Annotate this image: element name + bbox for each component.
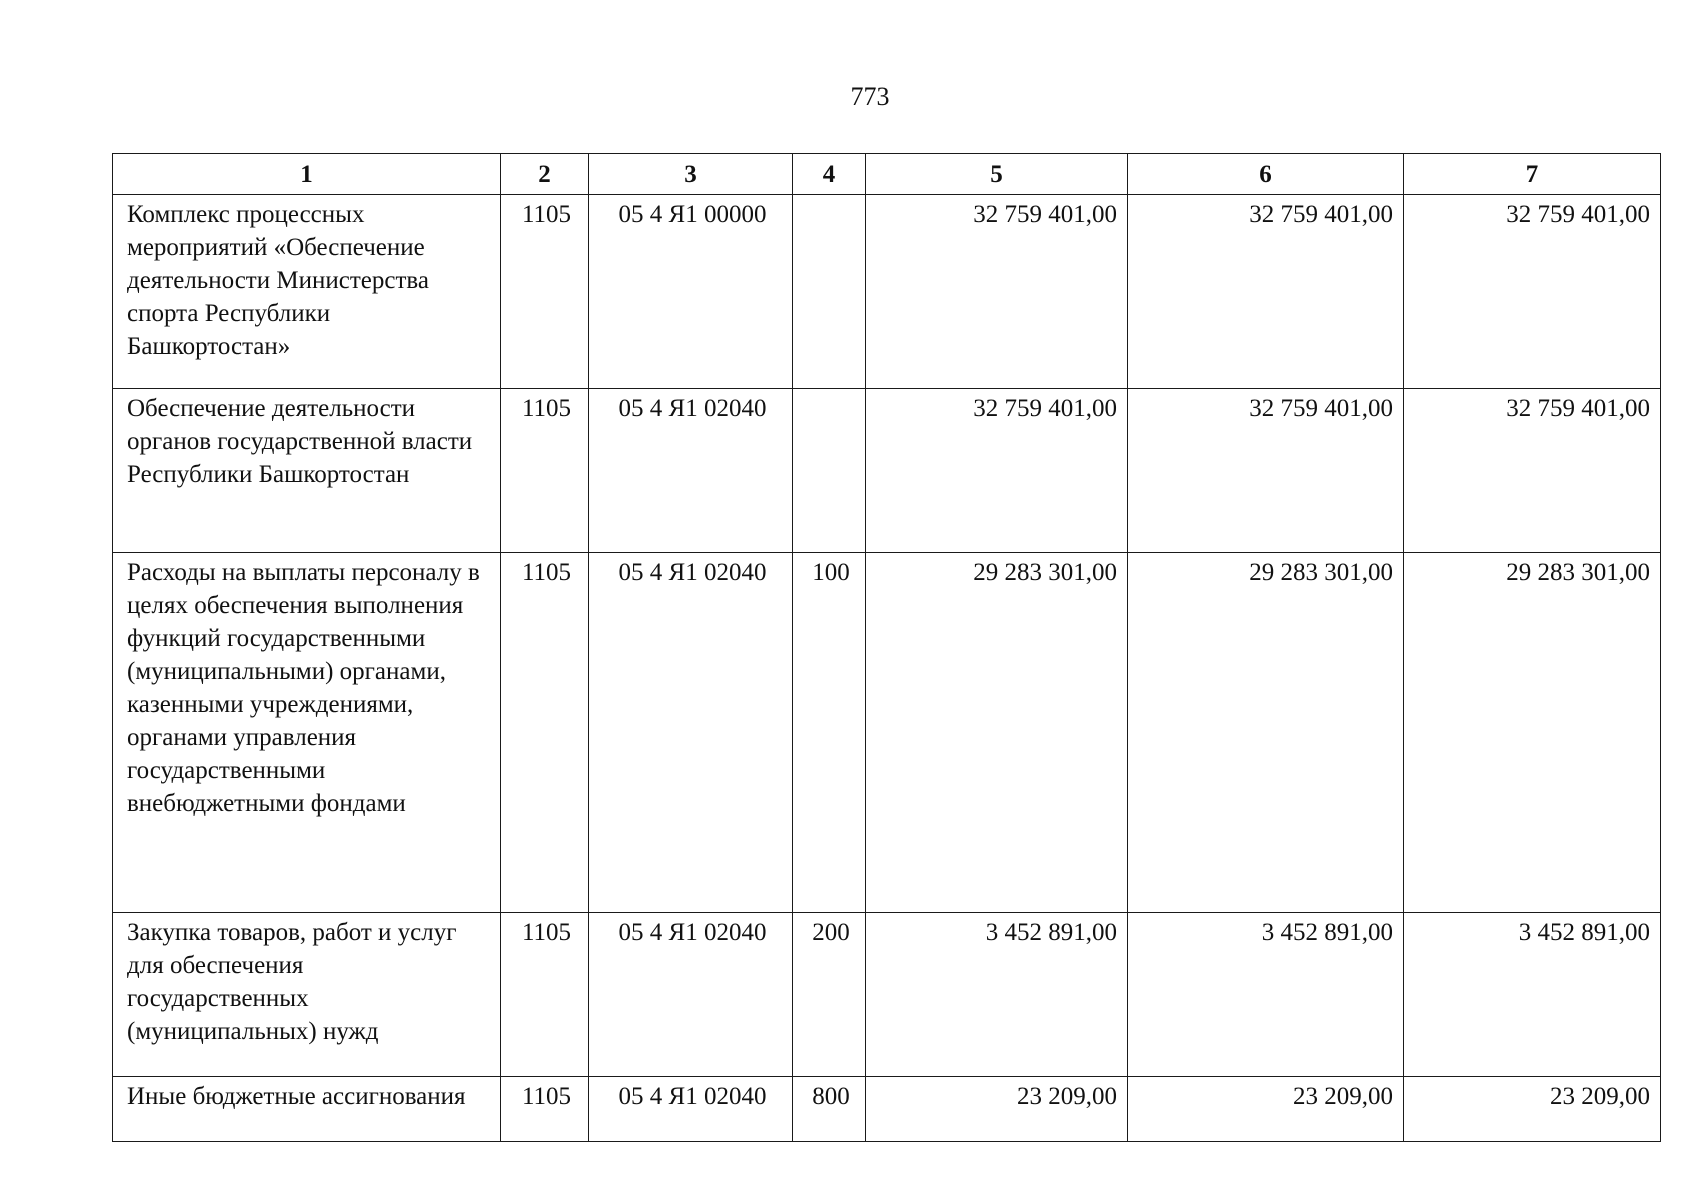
table-header — [113, 154, 1661, 195]
row-value-col6: 32 759 401,00 — [1128, 389, 1404, 553]
row-section: 1105 — [501, 389, 589, 553]
row-code: 05 4 Я1 02040 — [589, 389, 793, 553]
row-expense-type: 200 — [793, 913, 866, 1077]
table-row — [113, 913, 1661, 1077]
header-row — [113, 154, 1661, 195]
header-col-2: 2 — [501, 154, 589, 195]
row-value-col5: 29 283 301,00 — [866, 553, 1128, 913]
row-code: 05 4 Я1 02040 — [589, 1077, 793, 1142]
row-value-col7: 23 209,00 — [1404, 1077, 1661, 1142]
row-section: 1105 — [501, 195, 589, 389]
header-col-1: 1 — [113, 154, 501, 195]
row-expense-type: 800 — [793, 1077, 866, 1142]
row-name: Закупка товаров, работ и услуг для обеспечения государственных (муниципальных) нужд — [113, 913, 501, 1077]
row-expense-type — [793, 195, 866, 389]
row-name: Обеспечение деятельности органов государственной власти Республики Башкортостан — [113, 389, 501, 553]
row-name: Комплекс процессных мероприятий «Обеспечение деятельности Министерства спорта Республики Башкортостан» — [113, 195, 501, 389]
row-code: 05 4 Я1 02040 — [589, 553, 793, 913]
table-row — [113, 553, 1661, 913]
header-col-3: 3 — [589, 154, 793, 195]
header-col-7: 7 — [1404, 154, 1661, 195]
table-body — [113, 195, 1661, 1142]
row-value-col6: 29 283 301,00 — [1128, 553, 1404, 913]
row-value-col7: 3 452 891,00 — [1404, 913, 1661, 1077]
row-value-col6: 32 759 401,00 — [1128, 195, 1404, 389]
row-value-col5: 32 759 401,00 — [866, 195, 1128, 389]
row-expense-type — [793, 389, 866, 553]
row-value-col6: 3 452 891,00 — [1128, 913, 1404, 1077]
header-col-4: 4 — [793, 154, 866, 195]
header-col-6: 6 — [1128, 154, 1404, 195]
table-row — [113, 389, 1661, 553]
row-section: 1105 — [501, 913, 589, 1077]
row-value-col5: 23 209,00 — [866, 1077, 1128, 1142]
row-section: 1105 — [501, 553, 589, 913]
row-value-col7: 32 759 401,00 — [1404, 389, 1661, 553]
row-value-col5: 3 452 891,00 — [866, 913, 1128, 1077]
row-value-col7: 32 759 401,00 — [1404, 195, 1661, 389]
budget-table — [112, 153, 1661, 1142]
table-row — [113, 1077, 1661, 1142]
row-value-col7: 29 283 301,00 — [1404, 553, 1661, 913]
row-expense-type: 100 — [793, 553, 866, 913]
page-number: 773 — [850, 82, 890, 111]
row-code: 05 4 Я1 00000 — [589, 195, 793, 389]
row-value-col6: 23 209,00 — [1128, 1077, 1404, 1142]
table-row — [113, 195, 1661, 389]
row-name: Иные бюджетные ассигнования — [113, 1077, 501, 1142]
row-section: 1105 — [501, 1077, 589, 1142]
header-col-5: 5 — [866, 154, 1128, 195]
row-value-col5: 32 759 401,00 — [866, 389, 1128, 553]
row-name: Расходы на выплаты персоналу в целях обеспечения выполнения функций государственными (муниципальными) органами, казенными учреждениями, органами управления государственными внебюджетными фондами — [113, 553, 501, 913]
row-code: 05 4 Я1 02040 — [589, 913, 793, 1077]
